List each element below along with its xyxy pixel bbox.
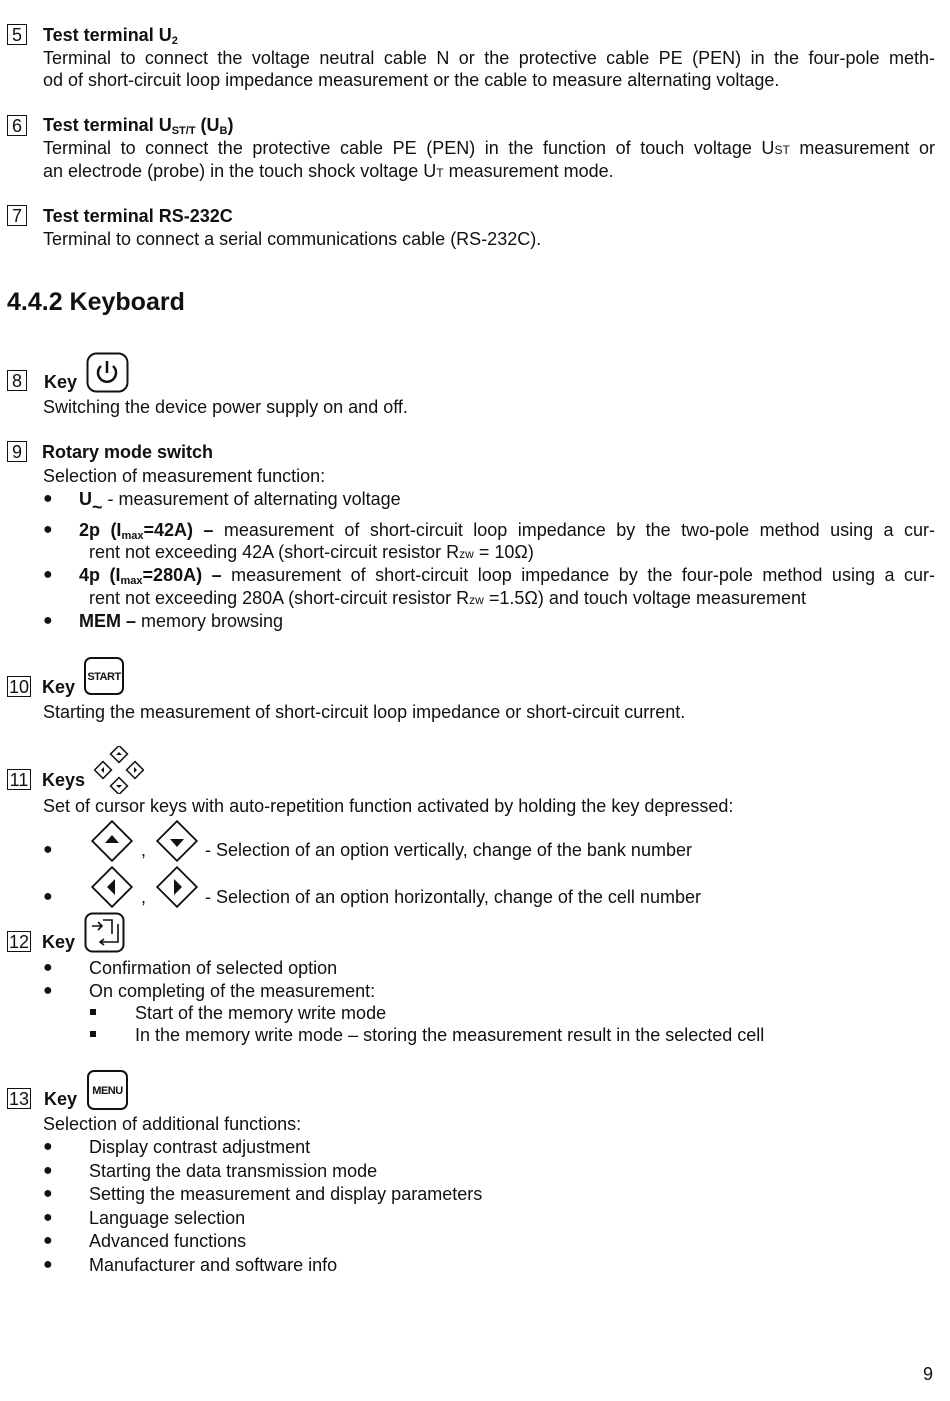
square-bullet-icon — [90, 1009, 96, 1015]
square-bullet-icon — [90, 1031, 96, 1037]
bullet-icon: ● — [43, 982, 53, 999]
bullet-icon: ● — [43, 1209, 53, 1226]
sec8-label: Key — [44, 372, 78, 392]
menu-function-item: Starting the data transmission mode — [89, 1161, 378, 1181]
sec7-title: Test terminal RS-232C — [43, 206, 233, 226]
menu-function-item: Setting the measurement and display parameters — [89, 1184, 483, 1204]
menu-function-item: Advanced functions — [89, 1231, 247, 1251]
sec12-bullet-confirm: Confirmation of selected option — [89, 958, 338, 978]
sec12-label: Key — [42, 932, 76, 952]
sec6-title: Test terminal $U_{ST/T}$ $(U_B)$ — [43, 115, 234, 137]
power-key-icon — [86, 352, 130, 394]
enter-key-icon — [84, 912, 126, 954]
sec11-bullet-horizontal: - Selection of an option horizontally, change of the cell number — [205, 887, 701, 907]
sec11-line1: Set of cursor keys with auto-repetition function activated by holding the key depressed: — [43, 796, 734, 816]
sec13-intro: Selection of additional functions: — [43, 1114, 302, 1134]
bullet-icon: ● — [43, 566, 53, 583]
sec9-bullet-u: $U_\sim$ - measurement of alternating voltage — [79, 489, 401, 517]
item-number-9: 9 — [7, 441, 27, 462]
comma: , — [141, 840, 147, 860]
sec9-bullet-4p-line2: rent not exceeding 280A (short-circuit resistor Rzw =1.5Ω) and touch voltage measurement — [89, 588, 806, 608]
sec5-line1: Terminal to connect the voltage neutral cable N or the protective cable PE (PEN) in the four-pole meth- — [43, 48, 935, 68]
arrow-left-key-icon — [88, 864, 136, 910]
bullet-icon: ● — [43, 841, 53, 858]
item-number-8: 8 — [7, 370, 27, 391]
bullet-icon: ● — [43, 521, 53, 538]
menu-function-item: Display contrast adjustment — [89, 1137, 311, 1157]
menu-function-item: Manufacturer and software info — [89, 1255, 338, 1275]
item-number-10: 10 — [8, 677, 30, 697]
sec7-line1: Terminal to connect a serial communications cable (RS-232C). — [43, 229, 542, 249]
sec10-line1: Starting the measurement of short-circuit loop impedance or short-circuit current. — [43, 702, 686, 722]
arrow-up-key-icon — [88, 818, 136, 864]
sec12-sub-start: Start of the memory write mode — [135, 1003, 387, 1023]
sec5-line2: od of short-circuit loop impedance measurement or the cable to measure alternating voltage. — [43, 70, 780, 90]
bullet-icon: ● — [43, 959, 53, 976]
sec6-line2: an electrode (probe) in the touch shock voltage UT measurement mode. — [43, 161, 614, 181]
item-number-12: 12 — [8, 932, 30, 952]
sec12-bullet-completing: On completing of the measurement: — [89, 981, 376, 1001]
sec11-bullet-vertical: - Selection of an option vertically, change of the bank number — [205, 840, 692, 860]
sec11-label: Keys — [42, 770, 86, 790]
sec12-sub-storing: In the memory write mode – storing the measurement result in the selected cell — [135, 1025, 765, 1045]
sec9-title: Rotary mode switch — [42, 442, 214, 462]
arrow-right-key-icon — [153, 864, 201, 910]
menu-key-icon: MENU — [87, 1070, 128, 1110]
menu-function-item: Language selection — [89, 1208, 246, 1228]
bullet-icon: ● — [43, 490, 53, 507]
cursor-keys-icon — [94, 746, 144, 794]
sec9-bullet-2p-line2: rent not exceeding 42A (short-circuit resistor Rzw = 10Ω) — [89, 542, 534, 562]
item-number-7: 7 — [7, 205, 27, 226]
sec9-bullet-2p: 2p $(I_{max}=42A)$ – measurement of short-circuit loop impedance by the two-pole method using a cur- — [79, 520, 935, 542]
bullet-icon: ● — [43, 1232, 53, 1249]
item-number-6: 6 — [7, 115, 27, 136]
bullet-icon: ● — [43, 1162, 53, 1179]
page-number: 9 — [923, 1364, 934, 1384]
bullet-icon: ● — [43, 1138, 53, 1155]
bullet-icon: ● — [43, 612, 53, 629]
item-number-5: 5 — [7, 24, 27, 45]
comma: , — [141, 887, 147, 907]
section-heading: 4.4.2 Keyboard — [7, 288, 185, 316]
item-number-11: 11 — [7, 769, 31, 790]
start-key-icon: START — [84, 657, 124, 695]
arrow-down-key-icon — [153, 818, 201, 864]
sec8-line1: Switching the device power supply on and off. — [43, 397, 408, 417]
bullet-icon: ● — [43, 1185, 53, 1202]
sec9-bullet-4p: 4p $(I_{max}=280A)$ – measurement of short-circuit loop impedance by the four-pole method using a cur- — [79, 565, 935, 587]
sec5-title: Test terminal $U_2$ — [43, 25, 178, 47]
sec10-label: Key — [42, 677, 76, 697]
bullet-icon: ● — [43, 1256, 53, 1273]
sec9-intro: Selection of measurement function: — [43, 466, 326, 486]
bullet-icon: ● — [43, 888, 53, 905]
sec9-bullet-mem: MEM – memory browsing — [79, 611, 284, 631]
sec13-label: Key — [44, 1089, 78, 1109]
sec6-line1: Terminal to connect the protective cable PE (PEN) in the function of touch voltage UST measurement or — [43, 138, 935, 158]
item-number-13: 13 — [8, 1089, 30, 1109]
